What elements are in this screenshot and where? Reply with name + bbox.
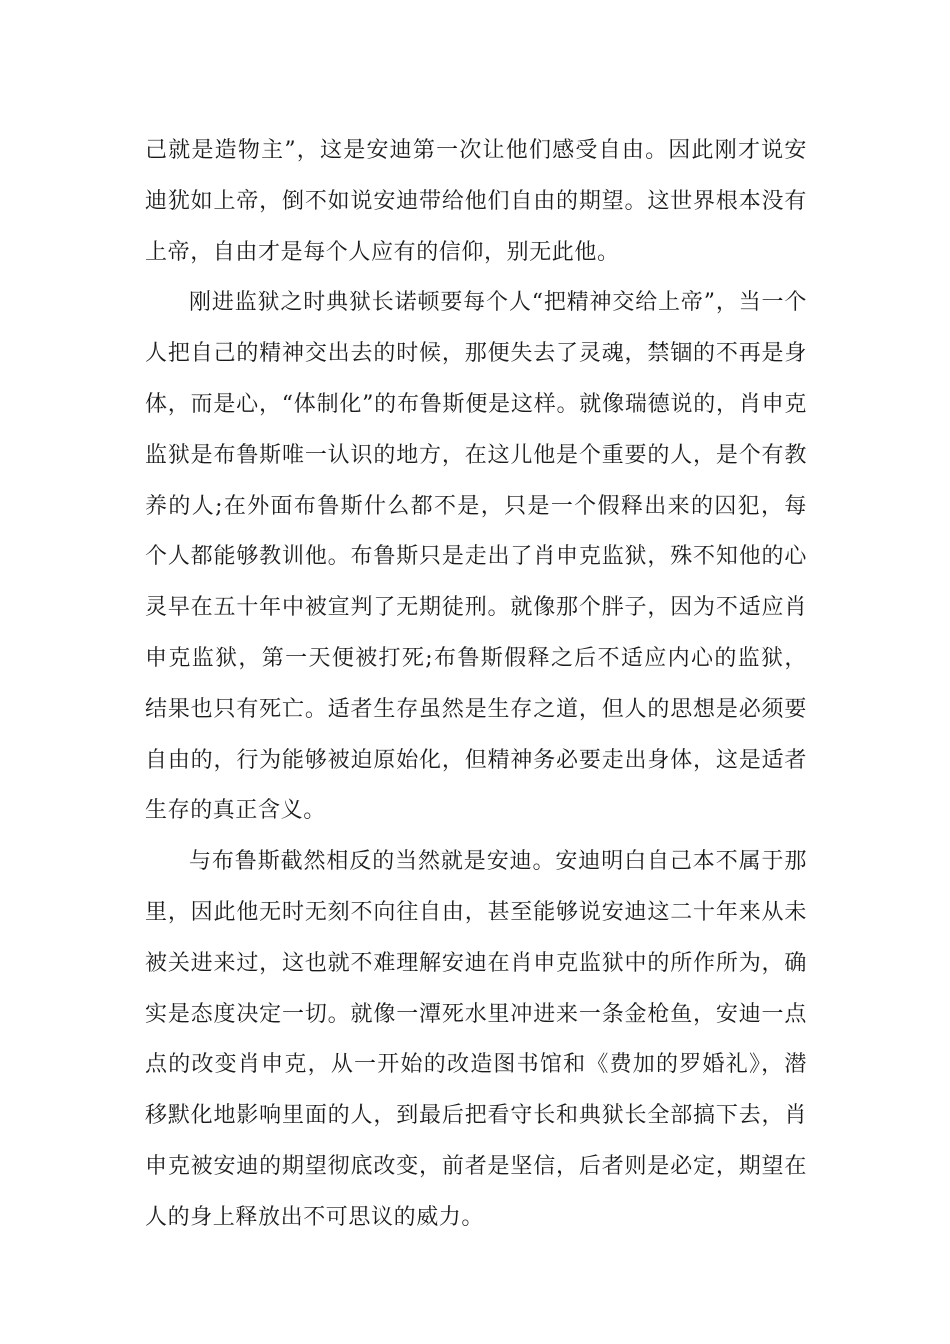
paragraph: 刚进监狱之时典狱长诺顿要每个人“把精神交给上帝”，当一个人把自己的精神交出去的时候，那便失去了灵魂，禁锢的不再是身体，而是心，“体制化”的布鲁斯便是这样。就像瑞德说的，肖申克监狱是布鲁斯唯一认识的地方，在这儿他是个重要的人，是个有教养的人;在外面布鲁斯什么都不是，只是一个假释出来的囚犯，每个人都能够教训他。布鲁斯只是走出了肖申克监狱，殊不知他的心灵早在五十年中被宣判了无期徒刑。就像那个胖子，因为不适应肖申克监狱，第一天便被打死;布鲁斯假释之后不适应内心的监狱，结果也只有死亡。适者生存虽然是生存之道，但人的思想是必须要自由的，行为能够被迫原始化，但精神务必要走出身体，这是适者生存的真正含义。 — [145, 290, 807, 824]
paragraph-continued: 己就是造物主”，这是安迪第一次让他们感受自由。因此刚才说安迪犹如上帝，倒不如说安迪带给他们自由的期望。这世界根本没有上帝，自由才是每个人应有的信仰，别无此他。 — [145, 138, 807, 265]
paragraph: 与布鲁斯截然相反的当然就是安迪。安迪明白自己本不属于那里，因此他无时无刻不向往自由，甚至能够说安迪这二十年来从未被关进来过，这也就不难理解安迪在肖申克监狱中的所作所为，确实是态度决定一切。就像一潭死水里冲进来一条金枪鱼，安迪一点点的改变肖申克，从一开始的改造图书馆和《费加的罗婚礼》，潜移默化地影响里面的人，到最后把看守长和典狱长全部搞下去，肖申克被安迪的期望彻底改变，前者是坚信，后者则是必定，期望在人的身上释放出不可思议的威力。 — [145, 849, 807, 1230]
document-body — [145, 126, 807, 1244]
